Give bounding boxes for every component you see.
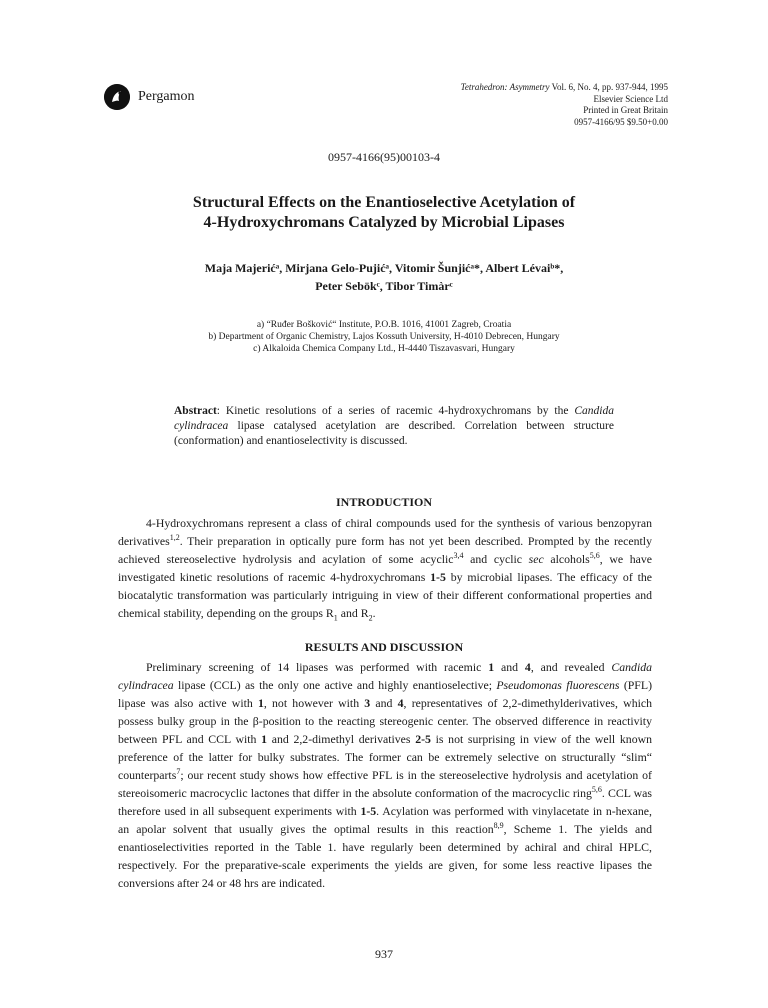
results-text: , and revealed (530, 660, 612, 674)
article-identifier: 0957-4166(95)00103-4 (328, 150, 440, 164)
title-line-2: 4-Hydroxychromans Catalyzed by Microbial Lipases (203, 214, 565, 231)
results-text: is not surprising in view of the well known preference of the latter for bulky substrates. The former can be extremely selective on structurally “slim“ counterparts (118, 732, 653, 782)
results-text: and 2,2-dimethyl derivatives (267, 732, 416, 746)
compound-ref: 1 (257, 696, 264, 710)
citation: 3,4 (453, 551, 464, 561)
results-text: ; our recent study shows how effective PFL is in the stereoselective hydrolysis and acetylation of stereoisomeric macrocyclic lactones that differ in the absolute conformation of the macrocyclic ring (118, 768, 652, 800)
abstract (174, 404, 614, 449)
issn-price: 0957-4166/95 $9.50+0.00 (574, 116, 668, 127)
introduction-paragraph (118, 514, 652, 622)
compound-ref: 3 (364, 696, 371, 710)
citation: 5,6 (591, 785, 602, 795)
results-text: (PFL) lipase was also active with (118, 678, 653, 710)
intro-text: by microbial lipases. The efficacy of the biocatalytic transformation was particularly intriguing in view of their different conformational properties and chemical stability, depending on the groups R (118, 570, 653, 620)
compound-ref: 2-5 (415, 732, 431, 746)
species-name: Pseudomonas fluorescens (496, 678, 620, 692)
compound-ref: 1 (488, 660, 495, 674)
publisher-logo (104, 84, 195, 110)
authors-line-2: Peter Sebökᶜ, Tibor Timàrᶜ (315, 279, 453, 293)
journal-name: Tetrahedron: Asymmetry (460, 82, 550, 92)
citation: 1,2 (169, 533, 180, 543)
compound-ref: 1 (261, 732, 268, 746)
citation: 5,6 (589, 551, 600, 561)
species-name: Candida cylindracea (118, 660, 653, 692)
results-text: Preliminary screening of 14 lipases was performed with racemic (146, 660, 489, 674)
paper-title (0, 193, 768, 233)
intro-text: , we have investigated kinetic resolutions of racemic 4-hydroxychromans (118, 552, 653, 584)
abstract-text: : Kinetic resolutions of a series of racemic 4-hydroxychromans by the (216, 405, 575, 417)
intro-text: . Their preparation in optically pure form has not yet been described. Prompted by the recently achieved stereoselective hydrolysis and acylation of some acyclic (118, 534, 652, 566)
authors-line-1: Maja Majerićᵃ, Mirjana Gelo-Pujićᵃ, Vitomir Šunjićᵃ*, Albert Lévaiᵇ*, (204, 261, 564, 275)
author-list (0, 259, 768, 295)
intro-italic: sec (528, 552, 544, 566)
section-heading-introduction: INTRODUCTION (335, 495, 432, 509)
pergamon-logo-icon (104, 84, 130, 110)
intro-text: 4-Hydroxychromans represent a class of chiral compounds used for the synthesis of various benzopyran derivatives (118, 516, 652, 548)
section-heading-results: RESULTS AND DISCUSSION (304, 640, 464, 654)
results-text: and (494, 660, 525, 674)
results-body (118, 658, 652, 892)
abstract-species: Candida cylindracea (174, 405, 614, 432)
compound-ref: 4 (397, 696, 404, 710)
results-text: , not however with (263, 696, 365, 710)
results-text: , Scheme 1. The yields and enantioselectivities reported in the Table 1. have regularly been determined by achiral and chiral HPLC, respectively. For the preparative-scale experiments the yields are given, for some less reactive lipases the conversions after 24 or 48 hrs are indicated. (118, 822, 652, 890)
intro-text: . (372, 606, 376, 620)
results-paragraph (118, 658, 652, 892)
subscript: 1 (333, 613, 338, 623)
results-text: lipase (CCL) as the only one active and highly enantioselective; (173, 678, 497, 692)
compound-ref: 1-5 (360, 804, 377, 818)
journal-details: Vol. 6, No. 4, pp. 937-944, 1995 (549, 82, 668, 92)
intro-text: and R (337, 606, 369, 620)
subscript: 2 (368, 613, 373, 623)
journal-info (461, 82, 668, 128)
affiliation-b: b) Department of Organic Chemistry, Lajos Kossuth University, H-4010 Debrecen, Hungary (208, 332, 560, 342)
compound-ref: 1-5 (430, 570, 446, 584)
affiliations (0, 319, 768, 355)
compound-ref: 4 (524, 660, 531, 674)
abstract-label: Abstract (174, 405, 217, 417)
page-number: 937 (375, 947, 393, 961)
introduction-body (118, 514, 652, 622)
affiliation-a: a) “Ruđer Bošković“ Institute, P.O.B. 1016, 41001 Zagreb, Croatia (256, 320, 512, 330)
intro-text: and cyclic (463, 552, 529, 566)
citation: 8,9 (493, 821, 504, 831)
citation: 7 (176, 767, 181, 777)
results-text: and (370, 696, 398, 710)
title-line-1: Structural Effects on the Enantioselective Acetylation of (192, 194, 576, 211)
results-text: , representatives of 2,2-dimethylderivatives, which possess bulky group in the β-position to the reacting stereogenic center. The observed difference in reactivity between PFL and CCL with (118, 696, 653, 746)
abstract-text-cont: lipase catalysed acetylation are described. Correlation between structure (conformation) and enantioselectivity is discussed. (174, 420, 614, 447)
affiliation-c: c) Alkaloida Chemica Company Ltd., H-4440 Tiszavasvari, Hungary (253, 344, 515, 354)
publisher-name: Pergamon (138, 89, 195, 104)
printed-line: Printed in Great Britain (583, 105, 668, 115)
journal-citation (461, 82, 668, 94)
publisher-line: Elsevier Science Ltd (593, 93, 668, 104)
intro-text: alcohols (543, 552, 590, 566)
results-text: . Acylation was performed with vinylacetate in n-hexane, an apolar solvent that usually gives the optimal results in this reaction (118, 804, 652, 836)
results-text: . CCL was therefore used in all subsequent experiments with (118, 786, 652, 818)
